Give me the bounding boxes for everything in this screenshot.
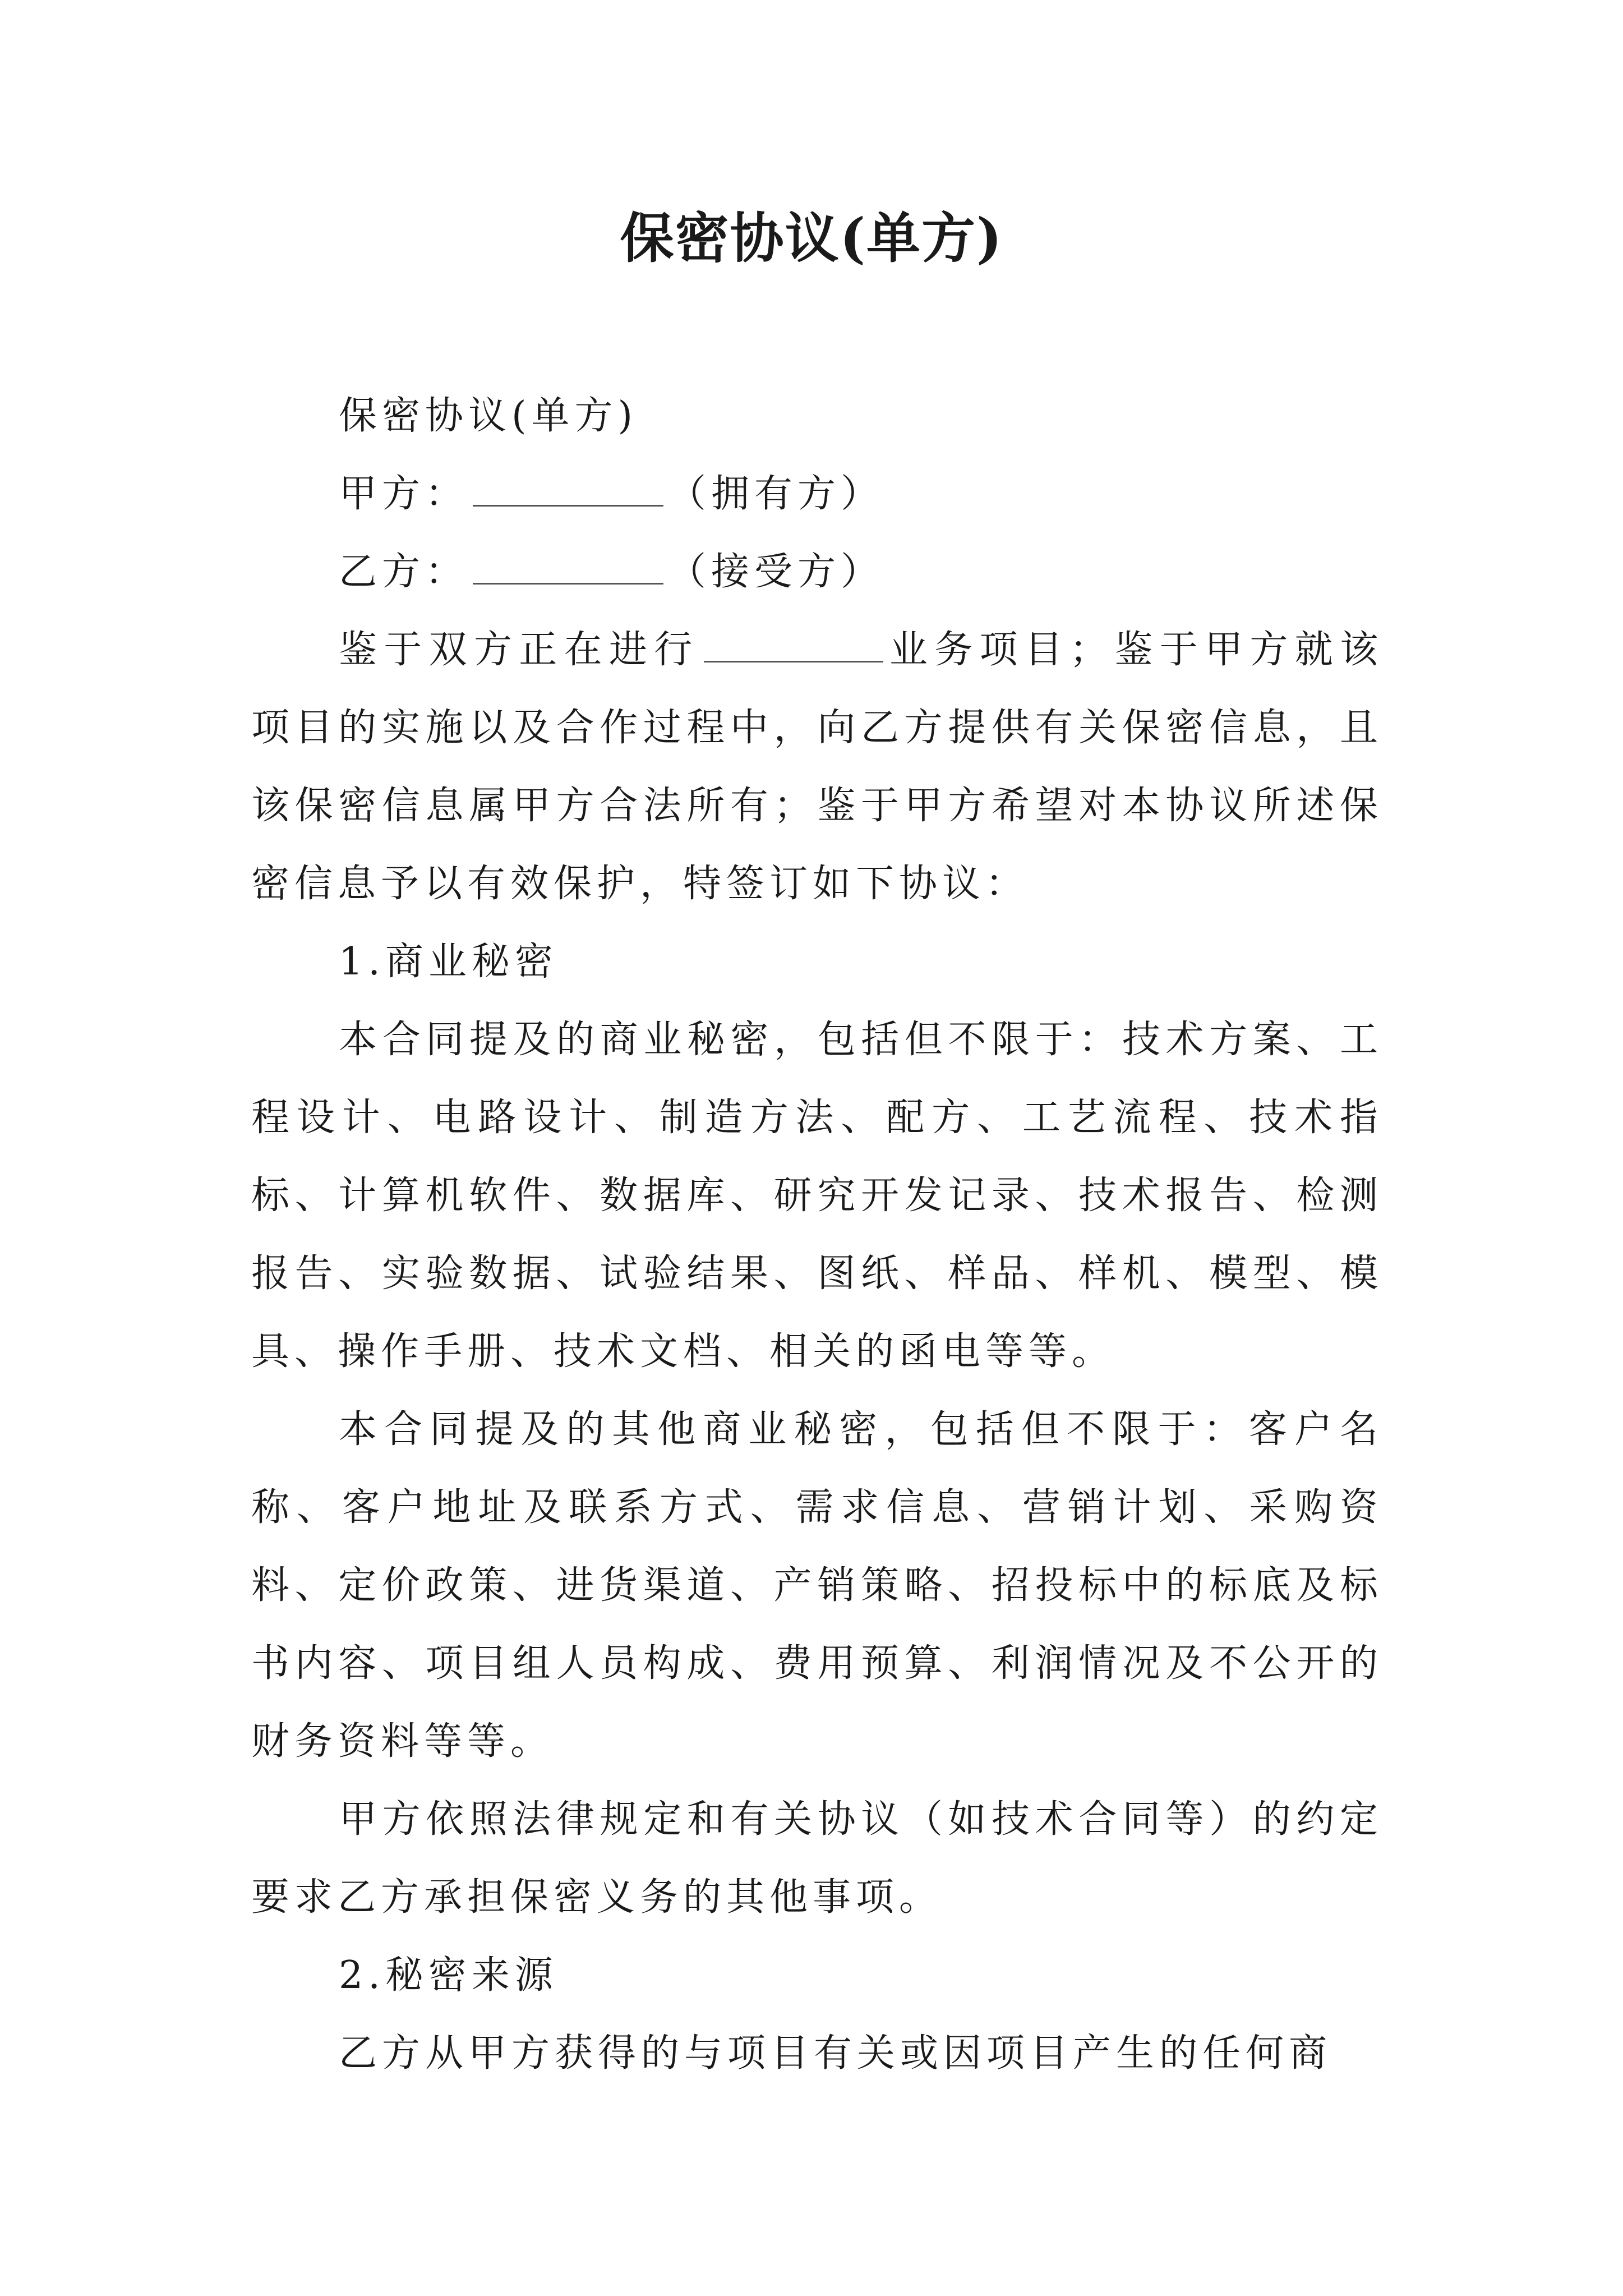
section-1-heading: 1.商业秘密 xyxy=(339,940,558,984)
party-b-blank xyxy=(473,551,663,585)
party-a-role: （拥有方） xyxy=(668,472,884,516)
project-blank xyxy=(704,629,883,662)
section-1-paragraph-3: 甲方依照法律规定和有关协议（如技术合同等）的约定要求乙方承担保密义务的其他事项。 xyxy=(251,1797,1383,1920)
document-body xyxy=(251,377,1383,2092)
section-1-paragraph-1: 本合同提及的商业秘密，包括但不限于：技术方案、工程设计、电路设计、制造方法、配方、工艺流程、技术指标、计算机软件、数据库、研究开发记录、技术报告、检测报告、实验数据、试验结果、图纸、样品、样机、模型、模具、操作手册、技术文档、相关的函电等等。 xyxy=(251,1018,1383,1374)
preamble-paragraph xyxy=(251,611,1383,923)
party-a-label: 甲方： xyxy=(339,472,469,516)
preamble-text-after: 业务项目；鉴于甲方就该项目的实施以及合作过程中，向乙方提供有关保密信息，且该保密信息属甲方合法所有；鉴于甲方希望对本协议所述保密信息予以有效保护，特签订如下协议： xyxy=(251,628,1383,906)
preamble-text-before: 鉴于双方正在进行 xyxy=(339,628,699,672)
section-2-heading: 2.秘密来源 xyxy=(339,1953,558,1998)
party-a-line xyxy=(251,455,1383,533)
party-a-blank xyxy=(473,473,663,507)
party-b-role: （接受方） xyxy=(668,550,884,594)
party-b-label: 乙方： xyxy=(339,550,469,594)
document-title: 保密协议(单方) xyxy=(620,206,1003,270)
section-2-paragraph-1: 乙方从甲方获得的与项目有关或因项目产生的任何商 xyxy=(339,2031,1332,2076)
party-b-line xyxy=(251,533,1383,611)
subtitle-line: 保密协议(单方) xyxy=(339,394,638,438)
section-1-paragraph-2: 本合同提及的其他商业秘密，包括但不限于：客户名称、客户地址及联系方式、需求信息、营销计划、采购资料、定价政策、进货渠道、产销策略、招投标中的标底及标书内容、项目组人员构成、费用预算、利润情况及不公开的财务资料等等。 xyxy=(251,1407,1383,1764)
